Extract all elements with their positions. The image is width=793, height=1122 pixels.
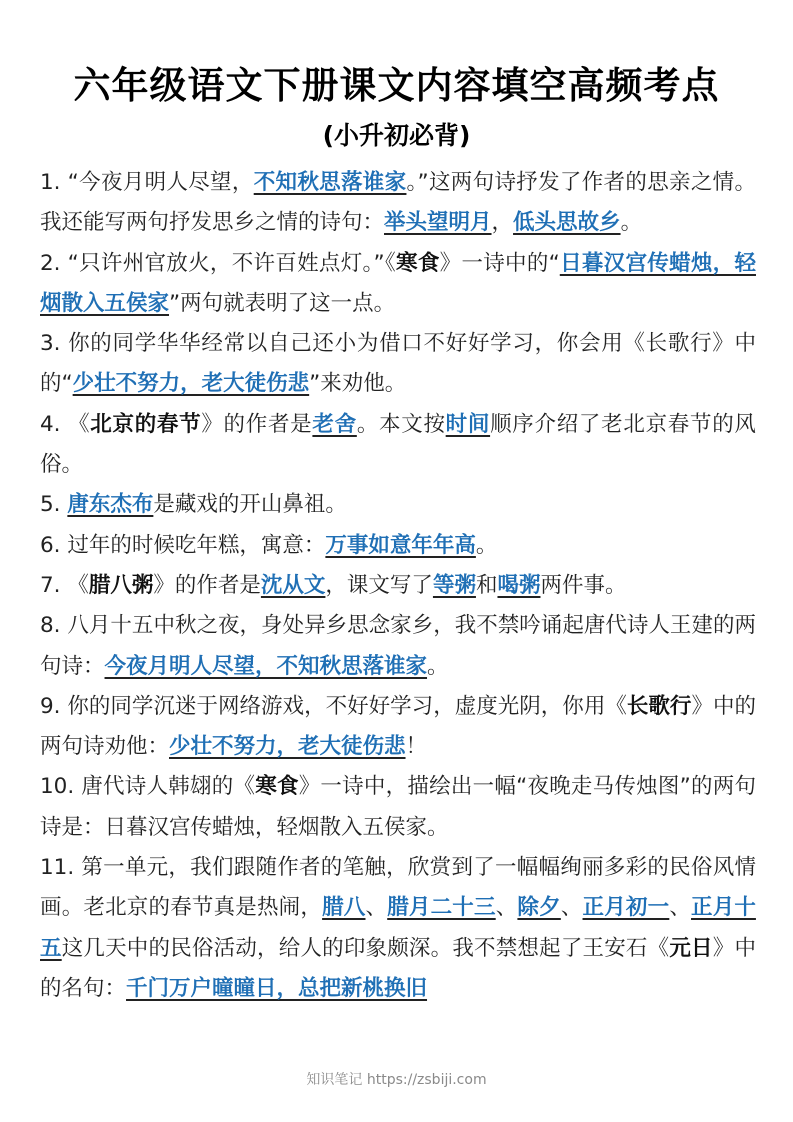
answer-text: 千门万户曈曈日，总把新桃换旧 xyxy=(126,975,428,1001)
book-title: 腊八粥 xyxy=(88,572,154,598)
item-number: 6. xyxy=(40,532,61,558)
list-item: 10. 唐代诗人韩翃的《寒食》一诗中，描绘出一幅“夜晚走马传烛图”的两句诗是：日暮汉宫传蜡烛，轻烟散入五侯家。 xyxy=(40,774,756,840)
item-number: 2. xyxy=(40,250,61,276)
answer-text: 正月十五 xyxy=(40,895,756,961)
list-item: 6. 过年的时候吃年糕，寓意：万事如意年年高。 xyxy=(40,532,498,558)
item-number: 9. xyxy=(40,693,61,719)
item-number: 4. xyxy=(40,411,61,437)
question-list xyxy=(40,163,756,1009)
answer-text: 时间 xyxy=(445,411,491,437)
book-title: 寒食 xyxy=(396,250,440,276)
list-item: 5. 唐东杰布是藏戏的开山鼻祖。 xyxy=(40,492,347,518)
book-title: 北京的春节 xyxy=(90,411,202,437)
answer-text: 少壮不努力，老大徒伤悲 xyxy=(169,734,406,760)
list-item: 2. “只许州官放火，不许百姓点灯。”《寒食》一诗中的“日暮汉宫传蜡烛，轻烟散入五侯家”两句就表明了这一点。 xyxy=(40,250,756,316)
list-item: 4. 《北京的春节》的作者是老舍。本文按时间顺序介绍了老北京春节的风俗。 xyxy=(40,411,756,478)
list-item: 11. 第一单元，我们跟随作者的笔触，欣赏到了一幅幅绚丽多彩的民俗风情画。老北京的春节真是热闹，腊八、腊月二十三、除夕、正月初一、正月十五这几天中的民俗活动，给人的印象颇深。我不禁想起了王安石《元日》中的名句：千门万户曈曈日，总把新桃换旧 xyxy=(40,855,756,1001)
page-title: 六年级语文下册课文内容填空高频考点 xyxy=(73,64,720,107)
item-number: 3. xyxy=(40,331,61,357)
list-item: 8. 八月十五中秋之夜，身处异乡思念家乡，我不禁吟诵起唐代诗人王建的两句诗：今夜月明人尽望，不知秋思落谁家。 xyxy=(40,613,756,679)
item-number: 11. xyxy=(40,855,75,881)
answer-text: 今夜月明人尽望，不知秋思落谁家 xyxy=(104,653,428,679)
list-item: 9. 你的同学沉迷于网络游戏，不好好学习，虚度光阴，你用《长歌行》中的两句诗劝他：少壮不努力，老大徒伤悲！ xyxy=(40,693,756,760)
item-number: 5. xyxy=(40,492,61,518)
answer-text: 唐东杰布 xyxy=(67,492,154,518)
book-title: 元日 xyxy=(669,935,713,961)
footer-watermark: 知识笔记 https://zsbiji.com xyxy=(306,1072,487,1088)
book-title: 长歌行 xyxy=(626,693,692,719)
answer-text: 等粥 xyxy=(432,572,476,598)
answer-text: 少壮不努力，老大徒伤悲 xyxy=(72,371,310,397)
answer-text: 低头思故乡 xyxy=(513,210,621,236)
answer-text: 举头望明月 xyxy=(384,210,492,236)
page-subtitle: (小升初必背) xyxy=(322,121,471,150)
item-number: 10. xyxy=(40,774,75,800)
item-number: 1. xyxy=(40,170,61,195)
answer-text: 老舍 xyxy=(312,411,357,437)
item-number: 8. xyxy=(40,613,61,639)
list-item: 7. 《腊八粥》的作者是沈从文，课文写了等粥和喝粥两件事。 xyxy=(40,572,627,598)
answer-text: 除夕 xyxy=(517,895,561,921)
answer-text: 正月初一 xyxy=(582,895,670,921)
list-item: 1. “今夜月明人尽望，不知秋思落谁家。”这两句诗抒发了作者的思亲之情。我还能写两句抒发思乡之情的诗句：举头望明月，低头思故乡。 xyxy=(40,170,756,236)
answer-text: 不知秋思落谁家 xyxy=(253,170,407,195)
book-title: 寒食 xyxy=(255,774,299,800)
answer-text: 万事如意年年高 xyxy=(325,532,476,558)
list-item: 3. 你的同学华华经常以自己还小为借口不好好学习，你会用《长歌行》中的“少壮不努力，老大徒伤悲”来劝他。 xyxy=(40,331,756,397)
answer-text: 喝粥 xyxy=(497,572,541,598)
answer-text: 腊月二十三 xyxy=(387,895,496,921)
item-number: 7. xyxy=(40,572,61,598)
answer-text: 日暮汉宫传蜡烛，轻烟散入五侯家 xyxy=(40,250,756,316)
answer-text: 腊八 xyxy=(322,895,366,921)
answer-text: 沈从文 xyxy=(260,572,326,598)
